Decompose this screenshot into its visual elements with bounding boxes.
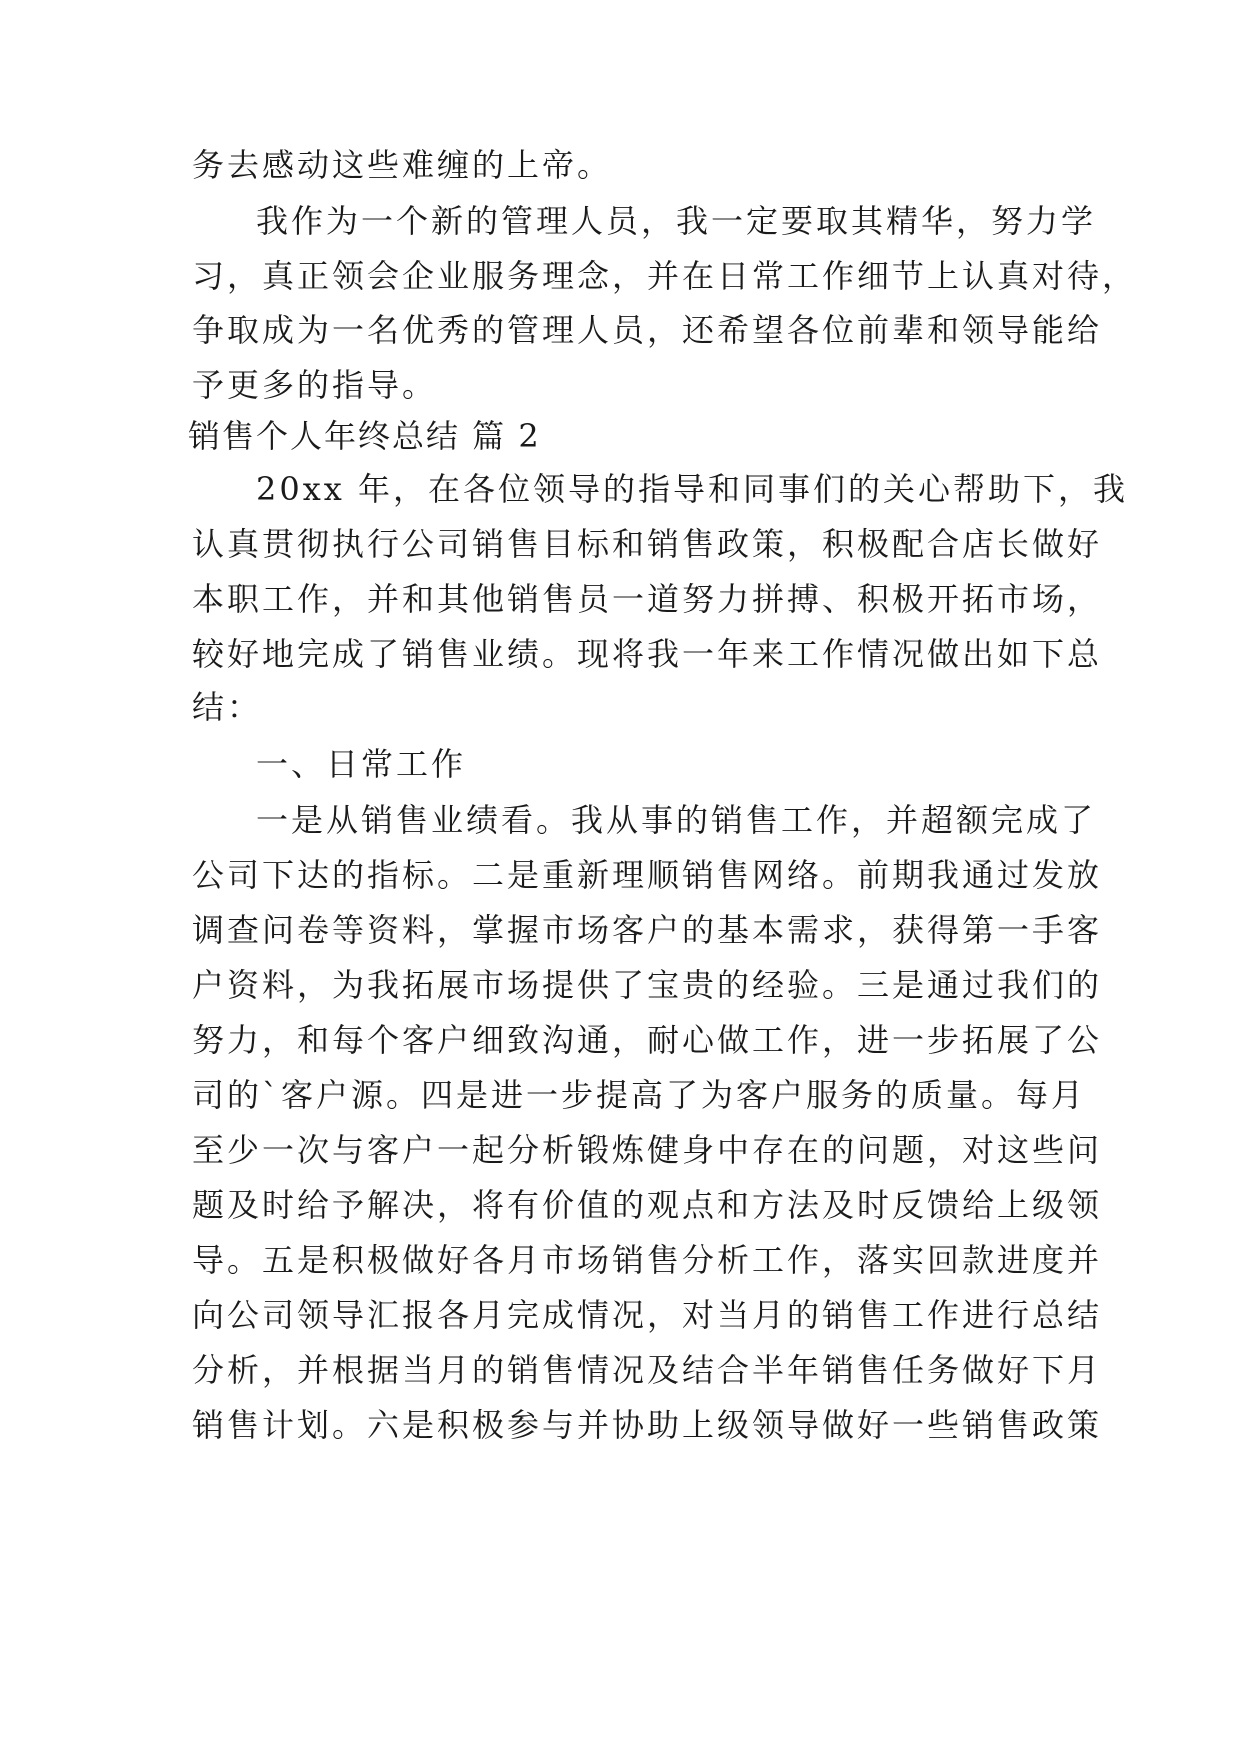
paragraph-line: 销售计划。六是积极参与并协助上级领导做好一些销售政策 [192, 1406, 1103, 1444]
paragraph-line: 努力，和每个客户细致沟通，耐心做工作，进一步拓展了公 [192, 1021, 1103, 1059]
paragraph-line: 题及时给予解决，将有价值的观点和方法及时反馈给上级领 [192, 1186, 1103, 1224]
paragraph-line: 至少一次与客户一起分析锻炼健身中存在的问题，对这些问 [192, 1131, 1103, 1169]
paragraph-line: 20xx 年，在各位领导的指导和同事们的关心帮助下，我 [256, 470, 1128, 508]
paragraph-line: 向公司领导汇报各月完成情况，对当月的销售工作进行总结 [192, 1296, 1103, 1334]
paragraph-line: 我作为一个新的管理人员，我一定要取其精华，努力学 [256, 202, 1097, 240]
paragraph-line: 司的`客户源。四是进一步提高了为客户服务的质量。每月 [192, 1076, 1087, 1114]
subsection-heading: 一、日常工作 [256, 745, 467, 783]
paragraph-line: 结： [192, 688, 263, 726]
paragraph-line: 本职工作，并和其他销售员一道努力拼搏、积极开拓市场， [192, 580, 1103, 618]
paragraph-line: 一是从销售业绩看。我从事的销售工作，并超额完成了 [256, 801, 1097, 839]
paragraph-line: 认真贯彻执行公司销售目标和销售政策，积极配合店长做好 [192, 525, 1103, 563]
paragraph-line: 调查问卷等资料，掌握市场客户的基本需求，获得第一手客 [192, 911, 1103, 949]
paragraph-line: 习，真正领会企业服务理念，并在日常工作细节上认真对待， [192, 257, 1138, 295]
paragraph-line: 户资料，为我拓展市场提供了宝贵的经验。三是通过我们的 [192, 966, 1103, 1004]
paragraph-line: 导。五是积极做好各月市场销售分析工作，落实回款进度并 [192, 1241, 1103, 1279]
paragraph-line: 公司下达的指标。二是重新理顺销售网络。前期我通过发放 [192, 856, 1103, 894]
paragraph-line: 分析，并根据当月的销售情况及结合半年销售任务做好下月 [192, 1351, 1103, 1389]
section-heading: 销售个人年终总结 篇 2 [188, 417, 541, 455]
paragraph-line: 予更多的指导。 [192, 366, 438, 404]
paragraph-line: 务去感动这些难缠的上帝。 [192, 146, 613, 184]
paragraph-line: 较好地完成了销售业绩。现将我一年来工作情况做出如下总 [192, 635, 1103, 673]
paragraph-line: 争取成为一名优秀的管理人员，还希望各位前辈和领导能给 [192, 311, 1103, 349]
